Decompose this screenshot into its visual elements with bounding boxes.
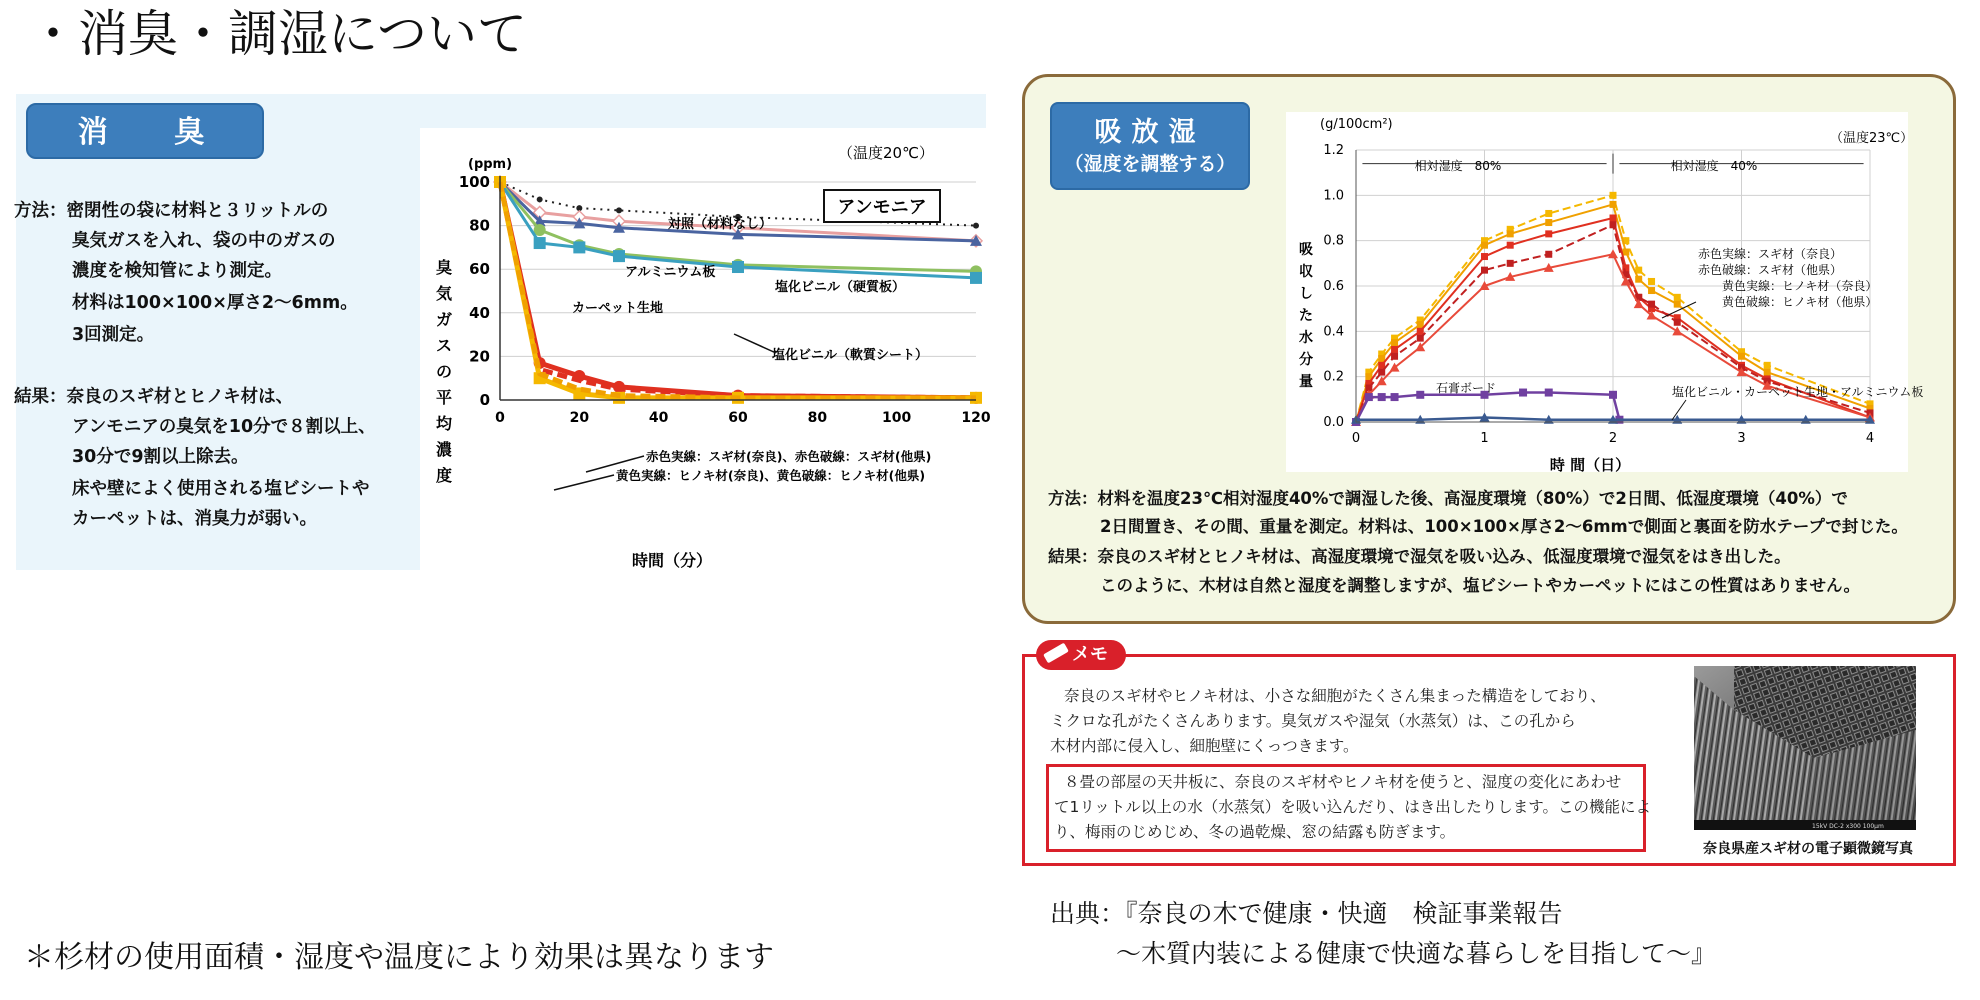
humidity-point (1610, 192, 1617, 199)
ammonia-label-control: 対照（材料なし） (668, 217, 773, 232)
humidity-y-tick: 1.0 (1323, 188, 1344, 204)
ammonia-y-tick: 60 (469, 260, 490, 279)
humidity-legend-3: 黄色実線：ヒノキ材（奈良） (1722, 279, 1878, 293)
ammonia-y-label-char: の (435, 362, 453, 381)
ammonia-x-tick: 80 (807, 410, 828, 426)
deodorize-method-line: 濃度を検知管により測定。 (72, 261, 282, 281)
deodorize-result-line: カーペットは、消臭力が弱い。 (72, 509, 317, 529)
humidity-point (1672, 326, 1682, 335)
ammonia-y-label-char: 気 (435, 284, 453, 303)
humidity-point (1622, 264, 1629, 271)
ammonia-title: アンモニア (837, 197, 927, 218)
sem-micrograph-image (1694, 666, 1916, 830)
ammonia-y-unit: (ppm) (468, 157, 513, 172)
humidity-point (1391, 393, 1399, 401)
humidity-point (1648, 287, 1655, 294)
humidity-x-tick: 4 (1865, 431, 1875, 446)
ammonia-y-label-char: 濃 (435, 440, 453, 459)
ammonia-x-tick: 40 (648, 410, 669, 426)
humidity-y-label-char: 収 (1299, 264, 1313, 280)
ammonia-temperature: （温度20℃） (838, 144, 934, 162)
ammonia-y-label (436, 258, 452, 485)
ammonia-x-tick: 100 (882, 410, 912, 426)
humidity-others-pointer (1672, 400, 1686, 420)
deodorize-method-line: 方法：密閉性の袋に材料と３リットルの (14, 201, 329, 221)
humidity-point (1545, 210, 1552, 217)
ammonia-y-label-char: 度 (435, 466, 453, 485)
ammonia-y-label-char: 臭 (435, 258, 453, 277)
humidity-point (1764, 369, 1771, 376)
humidity-x-tick: 0 (1351, 431, 1361, 446)
humidity-y-tick: 0.6 (1323, 279, 1344, 294)
memo-highlight-line: り、梅雨のじめじめ、冬の過乾燥、窓の結露も防ぎます。 (1054, 823, 1456, 841)
ammonia-point (732, 261, 744, 273)
ammonia-x-label: 時間（分） (631, 551, 713, 570)
humidity-x-tick: 2 (1608, 431, 1618, 446)
memo-text-line: 木材内部に侵入し、細胞壁にくっつきます。 (1050, 737, 1359, 755)
ammonia-y-tick: 0 (479, 391, 490, 409)
humidity-point (1674, 294, 1681, 301)
humidity-point (1608, 249, 1618, 258)
deodorize-method-line: 材料は100×100×厚さ2～6mm。 (72, 293, 358, 313)
page-title: ・消臭・調湿について (28, 5, 527, 63)
humidity-x-tick: 3 (1737, 431, 1746, 446)
footnote: ＊杉材の使用面積・湿度や温度により効果は異なります (24, 940, 774, 975)
ammonia-label-pvc-soft-pointer (734, 334, 776, 353)
sem-scale-label: 15kV DC-2 x300 100μm (1812, 823, 1884, 830)
humidity-point (1391, 353, 1398, 360)
humidity-y-label-char: た (1299, 308, 1313, 324)
humidity-y-tick: 0.2 (1323, 369, 1344, 385)
ammonia-x-tick: 0 (495, 410, 505, 426)
ammonia-y-label-char: 均 (435, 414, 453, 433)
source-line: 出典：『奈良の木で健康・快適 検証事業報告 (1050, 899, 1563, 928)
humidity-badge-title: 吸放湿 (1094, 117, 1206, 148)
humidity-point (1378, 369, 1385, 376)
humidity-point (1545, 230, 1552, 237)
humidity-label-others: 塩化ビニル・カーペット生地・アルミニウム板 (1672, 385, 1924, 399)
humidity-point (1507, 230, 1514, 237)
deodorize-method-line: 3回測定。 (72, 325, 155, 345)
humidity-y-tick: 0.0 (1323, 415, 1344, 430)
humidity-legend-1: 赤色実線：スギ材（奈良） (1698, 247, 1843, 261)
deodorize-result-line: 結果：奈良のスギ材とヒノキ材は、 (14, 387, 294, 407)
ammonia-y-label-char: ガ (435, 310, 453, 329)
ammonia-x-tick: 20 (569, 410, 590, 426)
ammonia-y-tick: 100 (458, 173, 490, 191)
ammonia-y-tick: 40 (469, 303, 490, 322)
humidity-point (1674, 319, 1681, 326)
memo-tag: メモ (1036, 640, 1126, 670)
humidity-point (1391, 339, 1398, 346)
humidity-point (1519, 389, 1527, 397)
humidity-temperature: （温度23℃） (1830, 131, 1914, 146)
deodorize-result-line: 床や壁によく使用される塩ビシートや (72, 479, 370, 499)
humidity-point (1391, 346, 1398, 353)
humidity-badge-subtitle: （湿度を調整する） (1064, 153, 1236, 175)
humidity-point (1610, 221, 1617, 228)
ammonia-label-aluminum: アルミニウム板 (625, 265, 716, 280)
humidity-point (1481, 267, 1488, 274)
humidity-point (1609, 391, 1617, 399)
humidity-point (1674, 301, 1681, 308)
humidity-point (1545, 219, 1552, 226)
humidity-legend-2: 赤色破線：スギ材（他県） (1698, 263, 1843, 277)
sem-micrograph-graphic (1694, 666, 1916, 830)
deodorize-method-line: 臭気ガスを入れ、袋の中のガスの (72, 231, 336, 251)
ammonia-label-pvc-hard: 塩化ビニル（硬質板） (775, 280, 906, 295)
humidity-result-line: 結果：奈良のスギ材とヒノキ材は、高湿度環境で湿気を吸い込み、低湿度環境で湿気をはき出した。 (1048, 547, 1791, 566)
humidity-point (1610, 201, 1617, 208)
humidity-label-gypsum: 石膏ボード (1436, 381, 1497, 395)
ammonia-point (537, 196, 543, 202)
ammonia-y-label-char: 平 (435, 388, 453, 407)
humidity-point (1635, 276, 1642, 283)
humidity-legend-4: 黄色破線：ヒノキ材（他県） (1722, 295, 1878, 309)
humidity-point (1365, 393, 1373, 401)
ammonia-point (534, 237, 546, 249)
ammonia-y-label-char: ス (435, 336, 453, 355)
ammonia-label-pvc-soft: 塩化ビニル（軟質シート） (772, 348, 929, 363)
humidity-y-label-char: 水 (1299, 330, 1313, 346)
memo-highlight-line: て1リットル以上の水（水蒸気）を吸い込んだり、はき出したりします。この機能によ (1054, 798, 1652, 816)
ammonia-x-tick: 60 (728, 410, 748, 426)
ammonia-y-tick: 80 (469, 216, 490, 235)
ammonia-label-yellow-pointer (554, 475, 614, 490)
memo-highlight-line: ８畳の部屋の天井板に、奈良のスギ材やヒノキ材を使うと、湿度の変化にあわせ (1064, 773, 1622, 791)
humidity-y-tick: 1.2 (1323, 143, 1344, 158)
humidity-region-80: 相対湿度 80% (1414, 159, 1502, 173)
memo-text-line: ミクロな孔がたくさんあります。臭気ガスや湿気（水蒸気）は、この孔から (1050, 712, 1576, 730)
humidity-x-label: 時 間（日） (1549, 456, 1631, 474)
humidity-y-label (1299, 242, 1313, 390)
humidity-point (1416, 391, 1424, 399)
memo-text-line: 奈良のスギ材やヒノキ材は、小さな細胞がたくさん集まった構造をしており、 (1064, 687, 1606, 705)
humidity-y-unit: (g/100cm²) (1320, 117, 1393, 132)
humidity-x-tick: 1 (1480, 431, 1489, 446)
humidity-point (1417, 328, 1424, 335)
humidity-result-line: このように、木材は自然と湿度を調整しますが、塩ビシートやカーペットにはこの性質はありません。 (1100, 576, 1860, 595)
humidity-point (1545, 251, 1552, 258)
ammonia-chart (420, 128, 991, 570)
humidity-badge (1050, 102, 1250, 190)
ammonia-y-tick: 20 (469, 347, 490, 366)
ammonia-label-yellow: 黄色実線：ヒノキ材(奈良)、黄色破線：ヒノキ材(他県) (616, 468, 926, 483)
ammonia-label-red: 赤色実線：スギ材(奈良)、赤色破線：スギ材(他県) (646, 449, 932, 464)
ammonia-point (616, 207, 622, 213)
ammonia-label-carpet: カーペット生地 (572, 301, 664, 316)
humidity-point (1507, 260, 1514, 267)
humidity-point (1648, 278, 1655, 285)
deodorize-result-line: 30分で9割以上除去。 (72, 447, 249, 467)
humidity-point (1378, 393, 1386, 401)
humidity-point (1610, 215, 1617, 222)
humidity-y-label-char: 量 (1299, 374, 1313, 390)
humidity-method-line: 2日間置き、その間、重量を測定。材料は、100×100×厚さ2～6mmで側面と裏面を防水テープで封じた。 (1100, 517, 1908, 536)
source-line: ～木質内装による健康で快適な暮らしを目指して～』 (1116, 939, 1717, 968)
deodorize-result-line: アンモニアの臭気を10分で８割以上、 (72, 417, 376, 437)
humidity-point (1648, 301, 1655, 308)
humidity-point (1507, 242, 1514, 249)
humidity-y-tick: 0.8 (1323, 233, 1344, 249)
ammonia-point (973, 223, 979, 229)
photo-caption: 奈良県産スギ材の電子顕微鏡写真 (1703, 841, 1913, 857)
humidity-y-label-char: し (1299, 286, 1313, 302)
humidity-method-line: 方法：材料を温度23℃相対湿度40%で調湿した後、高湿度環境（80%）で2日間、低湿度環境（40%）で (1048, 489, 1848, 508)
humidity-point (1417, 335, 1424, 342)
ammonia-point (970, 272, 982, 284)
humidity-region-40: 相対湿度 40% (1670, 159, 1758, 173)
ammonia-x-tick: 120 (961, 410, 991, 426)
humidity-point (1764, 362, 1771, 369)
humidity-point (1738, 353, 1745, 360)
humidity-y-tick: 0.4 (1323, 324, 1344, 340)
humidity-y-label-char: 吸 (1299, 242, 1313, 258)
humidity-point (1545, 389, 1553, 397)
humidity-point (1481, 253, 1488, 260)
humidity-point (1481, 242, 1488, 249)
ammonia-point (573, 241, 585, 253)
deodorize-badge: 消 臭 (26, 103, 264, 159)
ammonia-point (613, 250, 625, 262)
humidity-y-label-char: 分 (1299, 352, 1313, 368)
humidity-chart (1286, 104, 1936, 484)
